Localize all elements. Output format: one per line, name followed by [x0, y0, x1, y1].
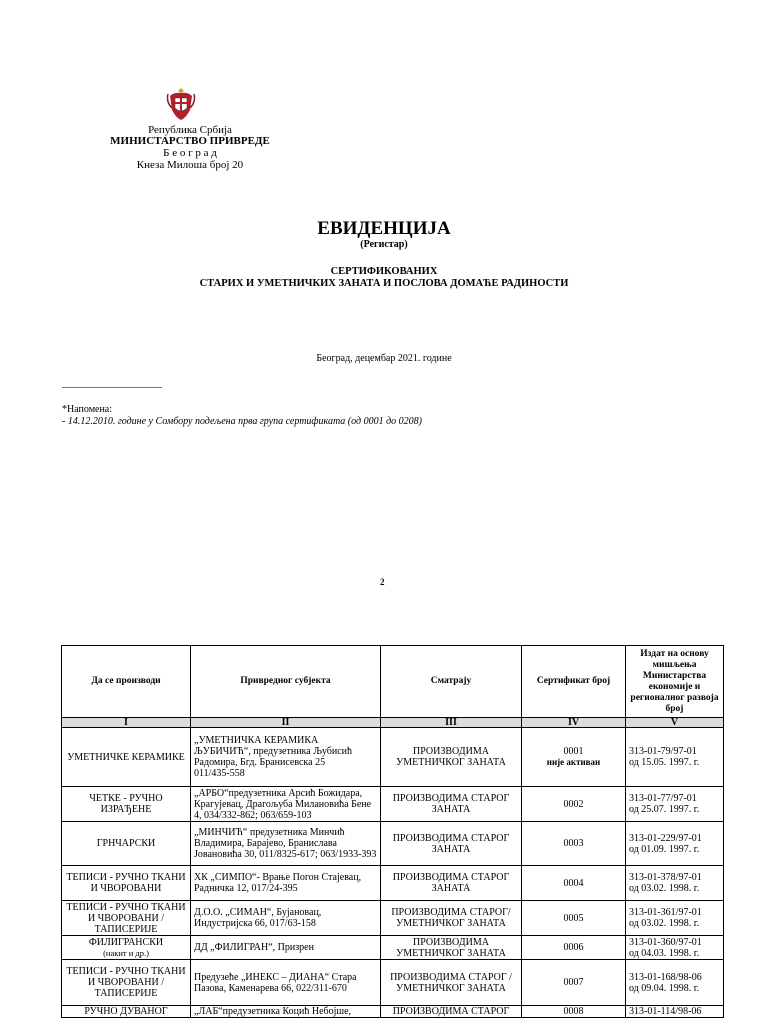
header-subject: Привредног субјекта — [191, 646, 381, 718]
cell-product-text: РУЧНО ДУВАНОГ — [84, 1006, 168, 1017]
cell-subject-text: „МИНЧИЋ“ предузетника Минчић Владимира, Барајево, Бранислава Јовановића 30, 011/8325-617; 063/1933-393 — [194, 827, 377, 860]
cell-type-text: ПРОИЗВОДИМА УМЕТНИЧКОГ ЗАНАТА — [396, 746, 506, 768]
cell-product — [62, 728, 191, 787]
cell-type-text: ПРОИЗВОДИМА СТАРОГ — [392, 1006, 510, 1017]
document-title: ЕВИДЕНЦИЈА — [317, 218, 451, 239]
roman-4: IV — [522, 718, 626, 728]
page-number: 2 — [380, 577, 385, 587]
cell-product-text: УМЕТНИЧКЕ КЕРАМИКЕ — [67, 751, 185, 763]
cell-opinion — [626, 728, 724, 787]
cell-cert — [522, 960, 626, 1006]
table-row — [62, 866, 724, 901]
cell-product — [62, 1006, 191, 1018]
cell-subject — [191, 901, 381, 936]
cell-product-text: ФИЛИГРАНСКИ — [88, 936, 164, 948]
table-header-row — [62, 646, 724, 718]
roman-1: I — [62, 718, 191, 728]
cell-cert-status: није активан — [546, 757, 601, 767]
cell-subject-text: ДД „ФИЛИГРАН“, Призрен — [194, 942, 314, 953]
cell-opinion — [626, 936, 724, 960]
table-row — [62, 787, 724, 822]
cell-type-text: ПРОИЗВОДИМА СТАРОГ ЗАНАТА — [392, 872, 510, 894]
cell-product — [62, 822, 191, 866]
cell-subject — [191, 936, 381, 960]
cell-product-text: ТЕПИСИ - РУЧНО ТКАНИ И ЧВОРОВАНИ / ТАПИСЕРИЈЕ — [66, 901, 186, 935]
cell-subject — [191, 822, 381, 866]
cell-type — [381, 901, 522, 936]
cell-cert-text: 0003 — [563, 838, 584, 849]
cell-opinion-text: 313-01-114/98-06 — [629, 1006, 702, 1017]
cell-product — [62, 960, 191, 1006]
cell-opinion — [626, 822, 724, 866]
cell-subject-text: Д.О.О. „СИМАН“, Бујановац, Индустријска 66, 017/63-158 — [194, 907, 322, 929]
cell-opinion-text: 313-01-79/97-01 од 15.05. 1997. г. — [629, 746, 700, 768]
table-row — [62, 822, 724, 866]
header-opinion: Издат на основу мишљења Министарства економије и регионалног развоја број — [626, 646, 724, 718]
cell-product — [62, 936, 191, 960]
cell-type-text: ПРОИЗВОДИМА УМЕТНИЧКОГ ЗАНАТА — [396, 936, 506, 959]
cell-type-text: ПРОИЗВОДИМА СТАРОГ ЗАНАТА — [392, 793, 510, 815]
header-product: Да се производи — [62, 646, 191, 718]
cell-product — [62, 866, 191, 901]
cell-cert-text: 0004 — [563, 877, 584, 889]
coat-of-arms-icon — [164, 86, 198, 122]
cell-cert — [522, 728, 626, 787]
cell-type — [381, 822, 522, 866]
cell-type-text: ПРОИЗВОДИМА СТАРОГ / УМЕТНИЧКОГ ЗАНАТА — [390, 971, 512, 994]
cell-opinion — [626, 787, 724, 822]
roman-numeral-row — [62, 718, 724, 728]
cell-type — [381, 787, 522, 822]
title-line-1: СЕРТИФИКОВАНИХ — [330, 266, 438, 277]
cell-subject-text: „АРБО“предузетника Арсић Божидара, Крагујевац, Драгољуба Милановића Бене 4, 034/332-862; 063/659-103 — [194, 787, 372, 821]
roman-5: V — [626, 718, 724, 728]
cell-cert — [522, 901, 626, 936]
cell-subject — [191, 787, 381, 822]
header-cert: Сертификат број — [522, 646, 626, 718]
title-line-2: СТАРИХ И УМЕТНИЧКИХ ЗАНАТА И ПОСЛОВА ДОМАЋЕ РАДИНОСТИ — [199, 278, 569, 289]
header-ministry: МИНИСТАРСТВО ПРИВРЕДЕ — [110, 135, 270, 147]
table-row — [62, 901, 724, 936]
header-republic: Република Србија — [148, 124, 232, 136]
cell-product-text: ГРНЧАРСКИ — [96, 838, 156, 849]
cell-type — [381, 1006, 522, 1018]
header-city: Б е о г р а д — [163, 147, 217, 159]
cell-subject-text: „УМЕТНИЧКА КЕРАМИКА ЉУБИЧИЋ“, предузетника Љубисић Радомира, Бгд. Бранисевска 25 011/435-558 — [194, 735, 353, 779]
table-row — [62, 936, 724, 960]
header-address: Кнеза Милоша број 20 — [136, 159, 244, 171]
cell-cert — [522, 822, 626, 866]
cell-opinion-text: 313-01-168/98-06 од 09.04. 1998. г. — [629, 971, 702, 994]
table-row — [62, 728, 724, 787]
cell-cert-text: 0001 — [563, 746, 584, 757]
cell-product — [62, 901, 191, 936]
cell-type — [381, 866, 522, 901]
header-type: Сматрају — [381, 646, 522, 718]
cell-subject — [191, 960, 381, 1006]
cell-type-text: ПРОИЗВОДИМА СТАРОГ/ УМЕТНИЧКОГ ЗАНАТА — [391, 907, 511, 929]
cell-opinion — [626, 1006, 724, 1018]
cell-subject — [191, 728, 381, 787]
cell-cert-text: 0008 — [563, 1006, 584, 1017]
cell-cert-text: 0007 — [563, 977, 584, 988]
table-row — [62, 1006, 724, 1018]
note-rule: ____________________ — [62, 378, 162, 389]
cell-opinion-text: 313-01-77/97-01 од 25.07. 1997. г. — [629, 793, 700, 815]
registry-table — [61, 645, 724, 1018]
cell-subject-text: „ЛАБ“предузетника Коцић Небојше, — [194, 1006, 352, 1017]
cell-opinion-text: 313-01-378/97-01 од 03.02. 1998. г. — [629, 872, 702, 894]
cell-cert — [522, 866, 626, 901]
cell-opinion-text: 313-01-229/97-01 од 01.09. 1997. г. — [629, 832, 702, 855]
cell-cert-text: 0005 — [563, 912, 584, 924]
cell-product-text: ЧЕТКЕ - РУЧНО ИЗРАЂЕНЕ — [89, 793, 163, 815]
cell-opinion — [626, 960, 724, 1006]
cell-subject — [191, 1006, 381, 1018]
document-subtitle: (Регистар) — [360, 239, 408, 250]
cell-type — [381, 728, 522, 787]
cell-type — [381, 936, 522, 960]
cell-opinion-text: 313-01-361/97-01 од 03.02. 1998. г. — [629, 907, 702, 929]
note-text: - 14.12.2010. године у Сомбору подељена прва група сертификата (од 0001 до 0208) — [62, 416, 422, 427]
cell-product-text: ТЕПИСИ - РУЧНО ТКАНИ И ЧВОРОВАНИ / ТАПИСЕРИЈЕ — [66, 966, 186, 999]
roman-3: III — [381, 718, 522, 728]
cell-opinion — [626, 901, 724, 936]
cell-product — [62, 787, 191, 822]
roman-2: II — [191, 718, 381, 728]
cell-type-text: ПРОИЗВОДИМА СТАРОГ ЗАНАТА — [392, 832, 510, 855]
note-label: *Напомена: — [62, 404, 113, 415]
date-line: Београд, децембар 2021. године — [316, 353, 452, 364]
cell-opinion-text: 313-01-360/97-01 од 04.03. 1998. г. — [629, 936, 702, 959]
cell-product-sub: (накит и др.) — [103, 947, 149, 958]
cell-subject-text: Предузеће „ИНЕКС – ДИАНА“ Стара Пазова, Каменарева 66, 022/311-670 — [194, 971, 357, 994]
cell-cert — [522, 787, 626, 822]
cell-cert-text: 0002 — [563, 798, 584, 810]
cell-product-text: ТЕПИСИ - РУЧНО ТКАНИ И ЧВОРОВАНИ — [66, 872, 186, 894]
cell-subject — [191, 866, 381, 901]
cell-subject-text: ХК „СИМПО“- Врање Погон Стајевац, Радничка 12, 017/24-395 — [194, 872, 362, 894]
table-row — [62, 960, 724, 1006]
cell-cert — [522, 1006, 626, 1018]
cell-type — [381, 960, 522, 1006]
cell-cert-text: 0006 — [563, 942, 584, 953]
cell-opinion — [626, 866, 724, 901]
cell-cert — [522, 936, 626, 960]
